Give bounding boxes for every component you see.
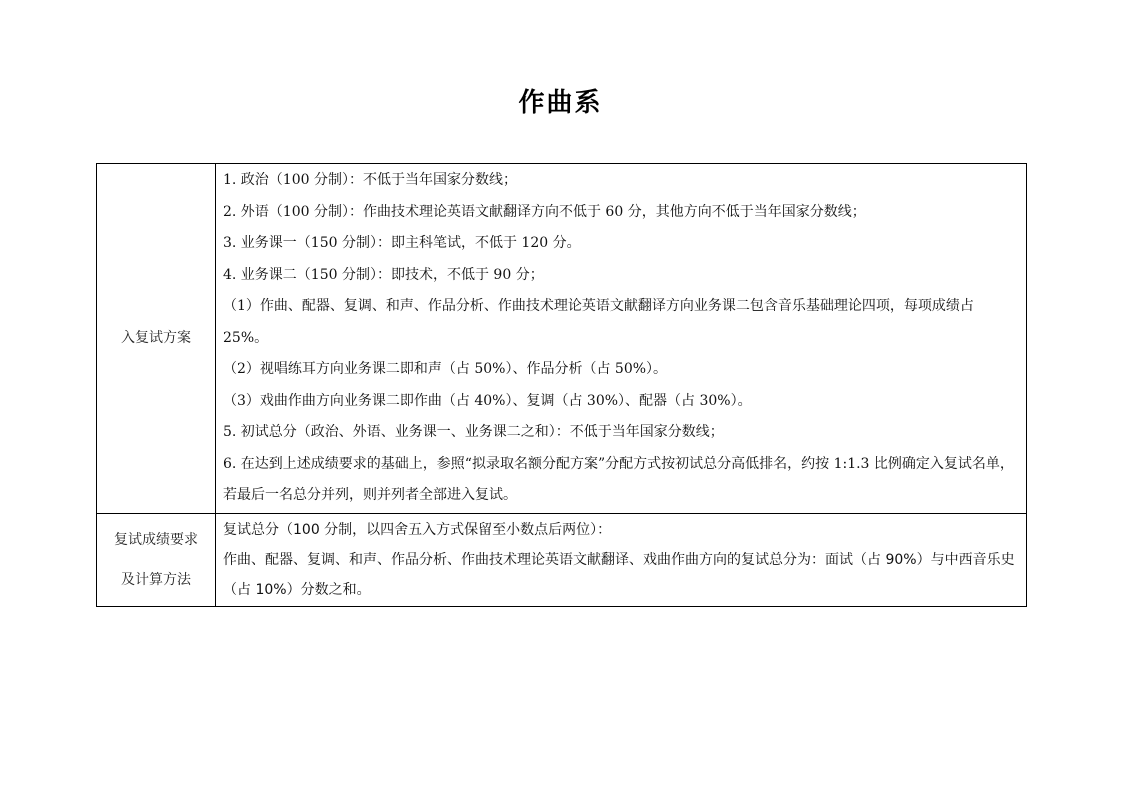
table-row-retest-score [97,513,1027,606]
rule-ranking: 6. 在达到上述成绩要求的基础上，参照“拟录取名额分配方案”分配方式按初试总分高低排名，约按 1:1.3 比例确定入复试名单，若最后一名总分并列，则并列者全部进入复试。 [223,455,1014,503]
retest-total-note: 复试总分（100 分制，以四舍五入方式保留至小数点后两位）： [223,521,612,538]
rule-major-course-one: 3. 业务课一（150 分制）：即主科笔试，不低于 120 分。 [223,235,581,251]
row-label-text: 复试成绩要求 [114,531,198,548]
rule-course-two-sub-1: （1）作曲、配器、复调、和声、作品分析、作曲技术理论英语文献翻译方向业务课二包含音乐基础理论四项，每项成绩占 25%。 [223,298,974,346]
page-title: 作曲系 [518,88,603,118]
rule-course-two-sub-2: （2）视唱练耳方向业务课二即和声（占 50%）、作品分析（占 50%）。 [223,361,668,377]
row-label-text: 入复试方案 [121,330,191,347]
row-label-retest-score [97,513,216,606]
requirements-table [96,163,1027,607]
rule-politics: 1. 政治（100 分制）：不低于当年国家分数线； [223,172,517,188]
rule-major-course-two: 4. 业务课二（150 分制）：即技术，不低于 90 分； [223,266,544,283]
row-content-retest-plan [216,164,1027,514]
rule-total-score: 5. 初试总分（政治、外语、业务课一、业务课二之和）：不低于当年国家分数线； [223,424,724,440]
rule-course-two-sub-3: （3）戏曲作曲方向业务课二即作曲（占 40%）、复调（占 30%）、配器（占 30%）。 [223,392,752,409]
row-content-retest-score [216,513,1027,606]
row-label-text: 及计算方法 [121,571,191,588]
table-row-retest-plan [97,164,1027,514]
row-label-retest-plan [97,164,216,514]
retest-calculation: 作曲、配器、复调、和声、作品分析、作曲技术理论英语文献翻译、戏曲作曲方向的复试总分为：面试（占 90%）与中西音乐史（占 10%）分数之和。 [223,551,1015,598]
rule-foreign-language: 2. 外语（100 分制）：作曲技术理论英语文献翻译方向不低于 60 分，其他方向不低于当年国家分数线； [223,203,866,220]
